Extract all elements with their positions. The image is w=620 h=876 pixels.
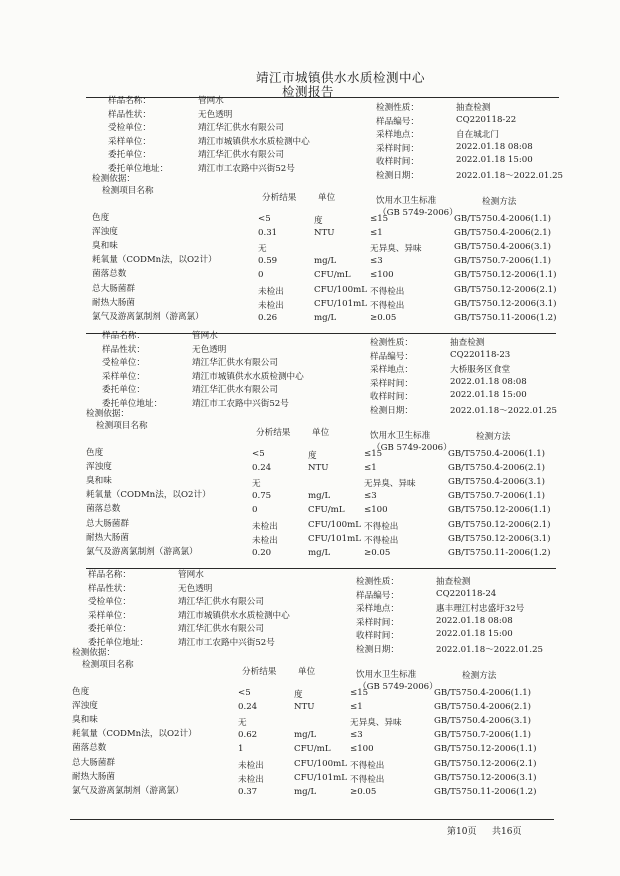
cell-standard: ≤1 [370, 228, 383, 239]
cell-result: 未检出 [258, 300, 284, 311]
cell-result: <5 [238, 688, 251, 698]
cell-method: GB/T5750.12-2006(1.1) [448, 505, 551, 516]
label-sampling-site: 采样地点： [356, 604, 399, 614]
label-sample-traits: 样品性状： [102, 344, 145, 355]
cell-unit: mg/L [314, 312, 337, 323]
label-receive-time: 收样时间： [370, 392, 413, 402]
value-commission-address: 靖江市工农路中兴街52号 [198, 163, 295, 174]
cell-unit: CFU/101mL [294, 772, 347, 783]
value-sampling-site: 惠丰理江村忠盛圩32号 [436, 604, 525, 614]
cell-method: GB/T5750.4-2006(1.1) [434, 688, 532, 698]
cell-method: GB/T5750.12-2006(3.1) [434, 772, 537, 783]
label-sampling-unit: 采样单位： [102, 371, 145, 382]
cell-item: 耐热大肠菌 [86, 532, 129, 543]
cell-standard: 不得检出 [364, 521, 399, 532]
label-receive-time: 收样时间： [356, 631, 399, 641]
cell-result: 未检出 [238, 760, 264, 771]
label-test-date: 检测日期： [376, 170, 419, 181]
label-commission-unit: 委托单位： [102, 385, 145, 395]
column-header-method: 检测方法 [476, 432, 511, 442]
value-sampling-site: 大桥服务区食堂 [450, 365, 511, 375]
cell-standard: ≤3 [370, 256, 383, 267]
label-receive-time: 收样时间： [376, 157, 419, 167]
cell-result: 0.26 [258, 312, 278, 323]
cell-item: 菌落总数 [86, 504, 121, 515]
cell-unit: CFU/mL [314, 270, 351, 281]
cell-method: GB/T5750.12-2006(2.1) [454, 284, 557, 295]
value-sample-name: 管网水 [198, 96, 224, 106]
label-sample-traits: 样品性状： [108, 109, 151, 120]
report-subtitle: 检测报告 [282, 84, 335, 99]
column-header-item: 检测项目名称 [102, 186, 154, 196]
label-commission-address: 委托单位地址： [88, 637, 149, 648]
cell-item: 总大肠菌群 [72, 757, 115, 768]
column-header-item: 检测项目名称 [82, 660, 134, 670]
cell-result: 0.62 [238, 730, 258, 741]
cell-unit: CFU/100mL [314, 284, 367, 295]
cell-unit: 度 [308, 451, 317, 461]
value-commission-unit: 靖江华汇供水有限公司 [198, 150, 284, 160]
label-test-nature: 检测性质： [370, 338, 413, 348]
label-commission-unit: 委托单位： [108, 150, 151, 160]
cell-standard: ≤15 [364, 449, 383, 459]
cell-method: GB/T5750.4-2006(3.1) [454, 242, 552, 253]
column-header-result: 分析结果 [262, 193, 297, 203]
cell-item: 总大肠菌群 [92, 283, 135, 294]
cell-standard: ≤15 [370, 214, 389, 224]
value-sample-name: 管网水 [192, 331, 218, 341]
column-header-standard: 饮用水卫生标准 [356, 670, 417, 680]
cell-result: 无 [252, 479, 261, 490]
value-receive-time: 2022.01.18 15:00 [450, 390, 527, 400]
cell-result: 未检出 [258, 286, 284, 297]
title-underline [86, 97, 559, 98]
cell-standard: ≤100 [350, 744, 374, 755]
cell-method: GB/T5750.4-2006(2.1) [454, 228, 552, 239]
value-test-date: 2022.01.18～2022.01.25 [456, 170, 564, 181]
value-receive-time: 2022.01.18 15:00 [436, 629, 513, 639]
cell-item: 氯气及游离氯制剂（游离氯） [72, 785, 184, 796]
cell-method: GB/T5750.12-2006(1.1) [454, 270, 557, 281]
cell-result: 0.24 [238, 702, 258, 713]
value-sampling-time: 2022.01.18 08:08 [456, 141, 533, 152]
column-header-standard: 饮用水卫生标准 [370, 431, 431, 441]
cell-standard: ≥0.05 [350, 786, 377, 797]
cell-standard: 不得检出 [370, 286, 405, 297]
cell-unit: 度 [314, 216, 323, 226]
column-header-unit: 单位 [298, 667, 316, 677]
column-header-method: 检测方法 [462, 671, 497, 681]
cell-method: GB/T5750.4-2006(2.1) [448, 463, 546, 474]
value-sampling-time: 2022.01.18 08:08 [436, 615, 513, 626]
label-sample-name: 样品名称： [108, 96, 151, 106]
value-sample-traits: 无色透明 [198, 109, 233, 120]
cell-method: GB/T5750.4-2006(2.1) [434, 702, 532, 713]
cell-method: GB/T5750.11-2006(1.2) [434, 786, 537, 797]
value-sampling-unit: 靖江市城镇供水水质检测中心 [178, 610, 290, 621]
cell-item: 浑浊度 [72, 701, 98, 712]
cell-item: 浑浊度 [86, 462, 112, 473]
column-header-unit: 单位 [312, 428, 330, 438]
label-sample-name: 样品名称： [88, 570, 131, 580]
report-title: 靖江市城镇供水水质检测中心 [256, 70, 426, 85]
cell-method: GB/T5750.12-2006(2.1) [448, 519, 551, 530]
value-client-unit: 靖江华汇供水有限公司 [192, 358, 278, 368]
label-sample-traits: 样品性状： [88, 583, 131, 594]
cell-item: 色度 [86, 448, 104, 458]
cell-standard: 无异臭、异味 [370, 244, 422, 255]
section-divider [86, 568, 556, 569]
value-sample-traits: 无色透明 [178, 583, 213, 594]
cell-unit: CFU/101mL [314, 298, 367, 309]
cell-method: GB/T5750.12-2006(2.1) [434, 758, 537, 769]
column-header-standard-code: （GB 5749-2006） [358, 682, 438, 692]
cell-item: 臭和味 [86, 476, 112, 487]
label-sampling-unit: 采样单位： [88, 610, 131, 621]
value-commission-address: 靖江市工农路中兴街52号 [178, 637, 275, 648]
cell-result: 未检出 [252, 535, 278, 546]
value-sampling-unit: 靖江市城镇供水水质检测中心 [192, 371, 304, 382]
label-test-nature: 检测性质： [376, 103, 419, 113]
cell-unit: CFU/101mL [308, 533, 361, 544]
value-test-date: 2022.01.18～2022.01.25 [436, 644, 544, 655]
cell-item: 耗氧量（CODMn法，以O2计） [86, 490, 211, 501]
footer-rule [70, 819, 554, 820]
column-header-standard-code: （GB 5749-2006） [378, 208, 458, 218]
column-header-result: 分析结果 [242, 667, 277, 677]
cell-result: 0.31 [258, 228, 278, 239]
column-header-standard-code: （GB 5749-2006） [372, 443, 452, 453]
cell-method: GB/T5750.4-2006(3.1) [434, 716, 532, 727]
page-number: 第10页 [447, 827, 477, 837]
column-header-item: 检测项目名称 [96, 421, 148, 431]
value-sampling-site: 自在城北门 [456, 130, 499, 140]
cell-standard: ≤1 [350, 702, 363, 713]
cell-standard: ≤3 [350, 730, 363, 741]
label-sampling-unit: 采样单位： [108, 136, 151, 147]
cell-item: 色度 [92, 213, 110, 223]
value-sample-traits: 无色透明 [192, 344, 227, 355]
cell-item: 菌落总数 [72, 743, 107, 754]
cell-method: GB/T5750.4-2006(1.1) [454, 214, 552, 224]
cell-method: GB/T5750.11-2006(1.2) [454, 312, 557, 323]
cell-result: <5 [258, 214, 271, 224]
cell-unit: NTU [308, 463, 329, 474]
cell-result: 0.20 [252, 547, 272, 558]
cell-item: 色度 [72, 687, 90, 697]
label-sample-no: 样品编号： [370, 351, 413, 362]
label-sampling-site: 采样地点： [376, 130, 419, 140]
value-sample-name: 管网水 [178, 570, 204, 580]
label-test-date: 检测日期： [370, 405, 413, 416]
page-total: 共16页 [492, 827, 522, 837]
cell-standard: 不得检出 [350, 774, 385, 785]
label-test-nature: 检测性质： [356, 577, 399, 587]
cell-item: 氯气及游离氯制剂（游离氯） [92, 311, 204, 322]
cell-standard: ≤100 [370, 270, 394, 281]
cell-standard: ≤15 [350, 688, 369, 698]
cell-result: 0.75 [252, 491, 272, 502]
label-test-basis: 检测依据： [92, 174, 135, 184]
cell-method: GB/T5750.4-2006(1.1) [448, 449, 546, 459]
cell-item: 氯气及游离氯制剂（游离氯） [86, 546, 198, 557]
label-client-unit: 受检单位： [102, 358, 145, 368]
cell-method: GB/T5750.4-2006(3.1) [448, 477, 546, 488]
value-test-date: 2022.01.18～2022.01.25 [450, 405, 558, 416]
cell-item: 耗氧量（CODMn法，以O2计） [92, 255, 217, 266]
label-sampling-time: 采样时间： [370, 378, 413, 389]
cell-item: 菌落总数 [92, 269, 127, 280]
cell-unit: mg/L [294, 730, 317, 741]
value-test-nature: 抽查检测 [456, 103, 491, 113]
label-test-date: 检测日期： [356, 644, 399, 655]
cell-item: 耐热大肠菌 [72, 771, 115, 782]
value-sampling-unit: 靖江市城镇供水水质检测中心 [198, 136, 310, 147]
cell-result: 未检出 [238, 774, 264, 785]
label-test-basis: 检测依据： [72, 648, 115, 658]
cell-unit: CFU/mL [308, 505, 345, 516]
cell-standard: ≤1 [364, 463, 377, 474]
cell-method: GB/T5750.7-2006(1.1) [454, 256, 552, 267]
label-client-unit: 受检单位： [108, 123, 151, 133]
value-commission-unit: 靖江华汇供水有限公司 [178, 624, 264, 634]
cell-standard: 无异臭、异味 [364, 479, 416, 490]
cell-standard: 不得检出 [350, 760, 385, 771]
value-receive-time: 2022.01.18 15:00 [456, 155, 533, 165]
cell-result: 0.24 [252, 463, 272, 474]
label-client-unit: 受检单位： [88, 597, 131, 607]
cell-unit: CFU/mL [294, 744, 331, 755]
label-sample-name: 样品名称： [102, 331, 145, 341]
cell-item: 臭和味 [92, 241, 118, 252]
label-sampling-time: 采样时间： [376, 143, 419, 154]
label-sampling-site: 采样地点： [370, 365, 413, 375]
cell-result: 无 [238, 718, 247, 729]
cell-standard: ≥0.05 [370, 312, 397, 323]
cell-result: 1 [238, 744, 244, 755]
cell-result: <5 [252, 449, 265, 459]
cell-unit: NTU [314, 228, 335, 239]
value-sample-no: CQ220118-24 [436, 588, 497, 599]
cell-item: 臭和味 [72, 715, 98, 726]
cell-result: 未检出 [252, 521, 278, 532]
label-sample-no: 样品编号： [376, 116, 419, 127]
cell-unit: NTU [294, 702, 315, 713]
cell-result: 0.59 [258, 256, 278, 267]
cell-method: GB/T5750.7-2006(1.1) [434, 730, 532, 741]
cell-standard: 无异臭、异味 [350, 718, 402, 729]
cell-method: GB/T5750.12-2006(3.1) [448, 533, 551, 544]
cell-result: 无 [258, 244, 267, 255]
cell-unit: mg/L [308, 547, 331, 558]
cell-item: 浑浊度 [92, 227, 118, 238]
value-client-unit: 靖江华汇供水有限公司 [198, 123, 284, 133]
value-sample-no: CQ220118-22 [456, 114, 517, 125]
cell-standard: ≤3 [364, 491, 377, 502]
column-header-result: 分析结果 [256, 428, 291, 438]
cell-method: GB/T5750.7-2006(1.1) [448, 491, 546, 502]
cell-unit: CFU/100mL [294, 758, 347, 769]
cell-item: 耗氧量（CODMn法，以O2计） [72, 729, 197, 740]
cell-method: GB/T5750.11-2006(1.2) [448, 547, 551, 558]
value-client-unit: 靖江华汇供水有限公司 [178, 597, 264, 607]
column-header-standard: 饮用水卫生标准 [376, 196, 437, 206]
label-commission-unit: 委托单位： [88, 624, 131, 634]
cell-standard: 不得检出 [364, 535, 399, 546]
cell-result: 0 [252, 505, 258, 516]
label-commission-address: 委托单位地址： [102, 398, 163, 409]
cell-unit: mg/L [308, 491, 331, 502]
label-sample-no: 样品编号： [356, 590, 399, 601]
section-divider [86, 333, 556, 334]
value-test-nature: 抽查检测 [436, 577, 471, 587]
cell-unit: mg/L [294, 786, 317, 797]
cell-item: 总大肠菌群 [86, 518, 129, 529]
value-test-nature: 抽查检测 [450, 338, 485, 348]
column-header-method: 检测方法 [482, 197, 517, 207]
cell-unit: CFU/100mL [308, 519, 361, 530]
cell-standard: ≤100 [364, 505, 388, 516]
cell-result: 0 [258, 270, 264, 281]
cell-unit: 度 [294, 690, 303, 700]
cell-method: GB/T5750.12-2006(3.1) [454, 298, 557, 309]
column-header-unit: 单位 [318, 193, 336, 203]
value-sample-no: CQ220118-23 [450, 349, 511, 360]
cell-standard: ≥0.05 [364, 547, 391, 558]
value-commission-unit: 靖江华汇供水有限公司 [192, 385, 278, 395]
label-sampling-time: 采样时间： [356, 617, 399, 628]
label-test-basis: 检测依据： [86, 409, 129, 419]
cell-method: GB/T5750.12-2006(1.1) [434, 744, 537, 755]
cell-standard: 不得检出 [370, 300, 405, 311]
value-sampling-time: 2022.01.18 08:08 [450, 376, 527, 387]
cell-unit: mg/L [314, 256, 337, 267]
value-commission-address: 靖江市工农路中兴街52号 [192, 398, 289, 409]
label-commission-address: 委托单位地址： [108, 163, 169, 174]
cell-item: 耐热大肠菌 [92, 297, 135, 308]
cell-result: 0.37 [238, 786, 258, 797]
